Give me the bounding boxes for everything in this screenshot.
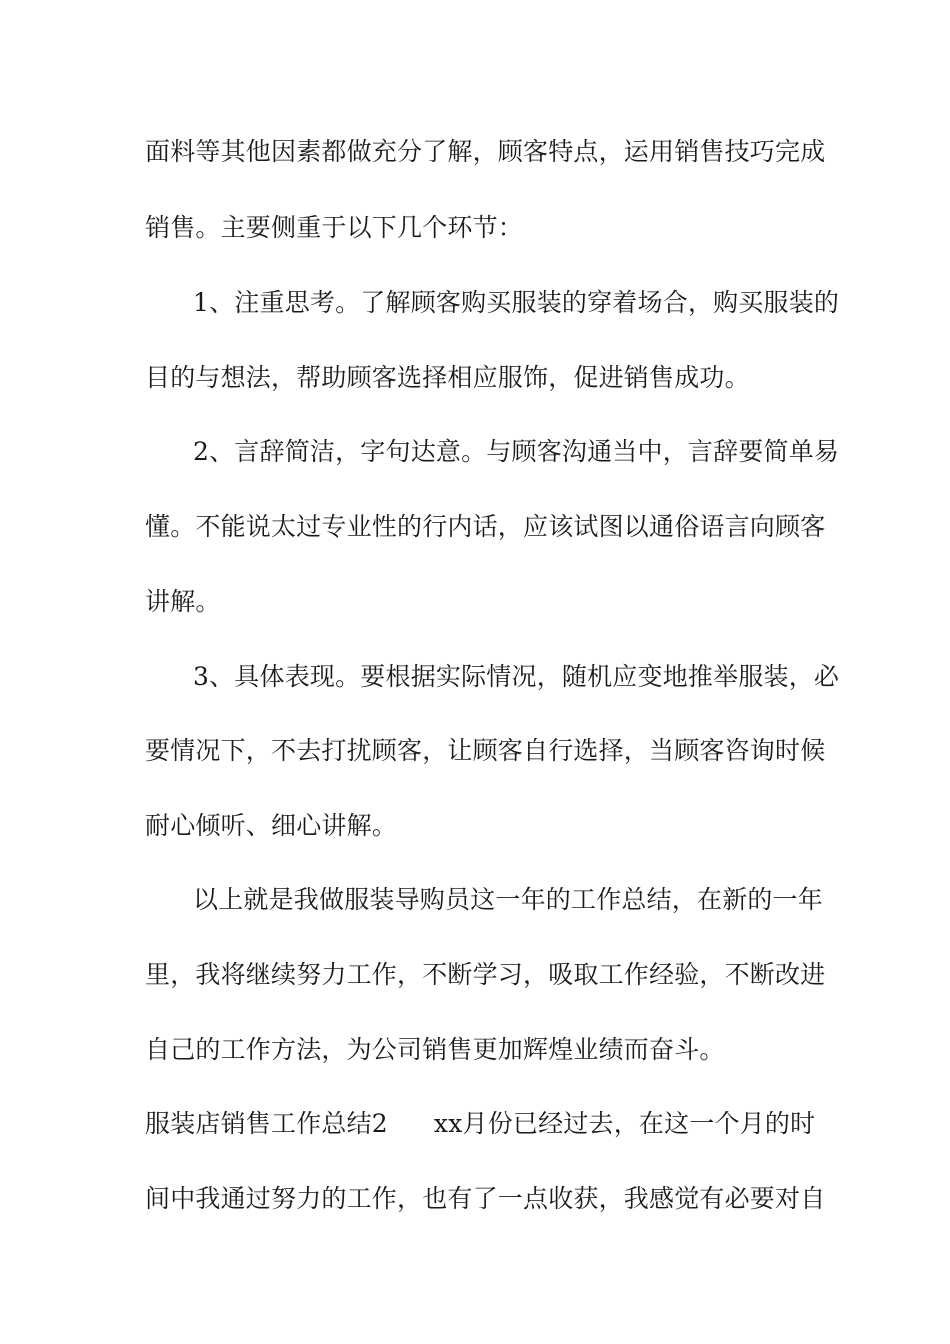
paragraph-line: 以上就是我做服装导购员这一年的工作总结，在新的一年 bbox=[193, 885, 824, 914]
paragraph-line: 里，我将继续努力工作，不断学习，吸取工作经验，不断改进 bbox=[145, 960, 826, 989]
paragraph-line: 间中我通过努力的工作，也有了一点收获，我感觉有必要对自 bbox=[145, 1184, 826, 1213]
paragraph-line: 自己的工作方法，为公司销售更加辉煌业绩而奋斗。 bbox=[145, 1035, 725, 1064]
list-item-line: 3、具体表现。要根据实际情况，随机应变地推举服装，必 bbox=[193, 662, 840, 691]
list-item-line: 1、注重思考。了解顾客购买服装的穿着场合，购买服装的 bbox=[193, 288, 840, 317]
list-item-line: 懂。不能说太过专业性的行内话，应该试图以通俗语言向顾客 bbox=[145, 512, 826, 541]
section-line bbox=[145, 1109, 816, 1139]
list-item-line: 耐心倾听、细心讲解。 bbox=[145, 811, 398, 840]
list-item-line: 要情况下，不去打扰顾客，让顾客自行选择，当顾客咨询时候 bbox=[145, 736, 826, 765]
list-item-line: 2、言辞简洁，字句达意。与顾客沟通当中，言辞要简单易 bbox=[193, 437, 840, 466]
section-first-line: xx月份已经过去，在这一个月的时 bbox=[433, 1109, 816, 1138]
list-item-line: 讲解。 bbox=[145, 587, 221, 616]
paragraph-line: 面料等其他因素都做充分了解，顾客特点，运用销售技巧完成 bbox=[145, 137, 826, 166]
list-item-line: 目的与想法，帮助顾客选择相应服饰，促进销售成功。 bbox=[145, 363, 750, 392]
paragraph-line: 销售。主要侧重于以下几个环节： bbox=[145, 213, 524, 242]
section-heading: 服装店销售工作总结2 bbox=[145, 1109, 388, 1138]
